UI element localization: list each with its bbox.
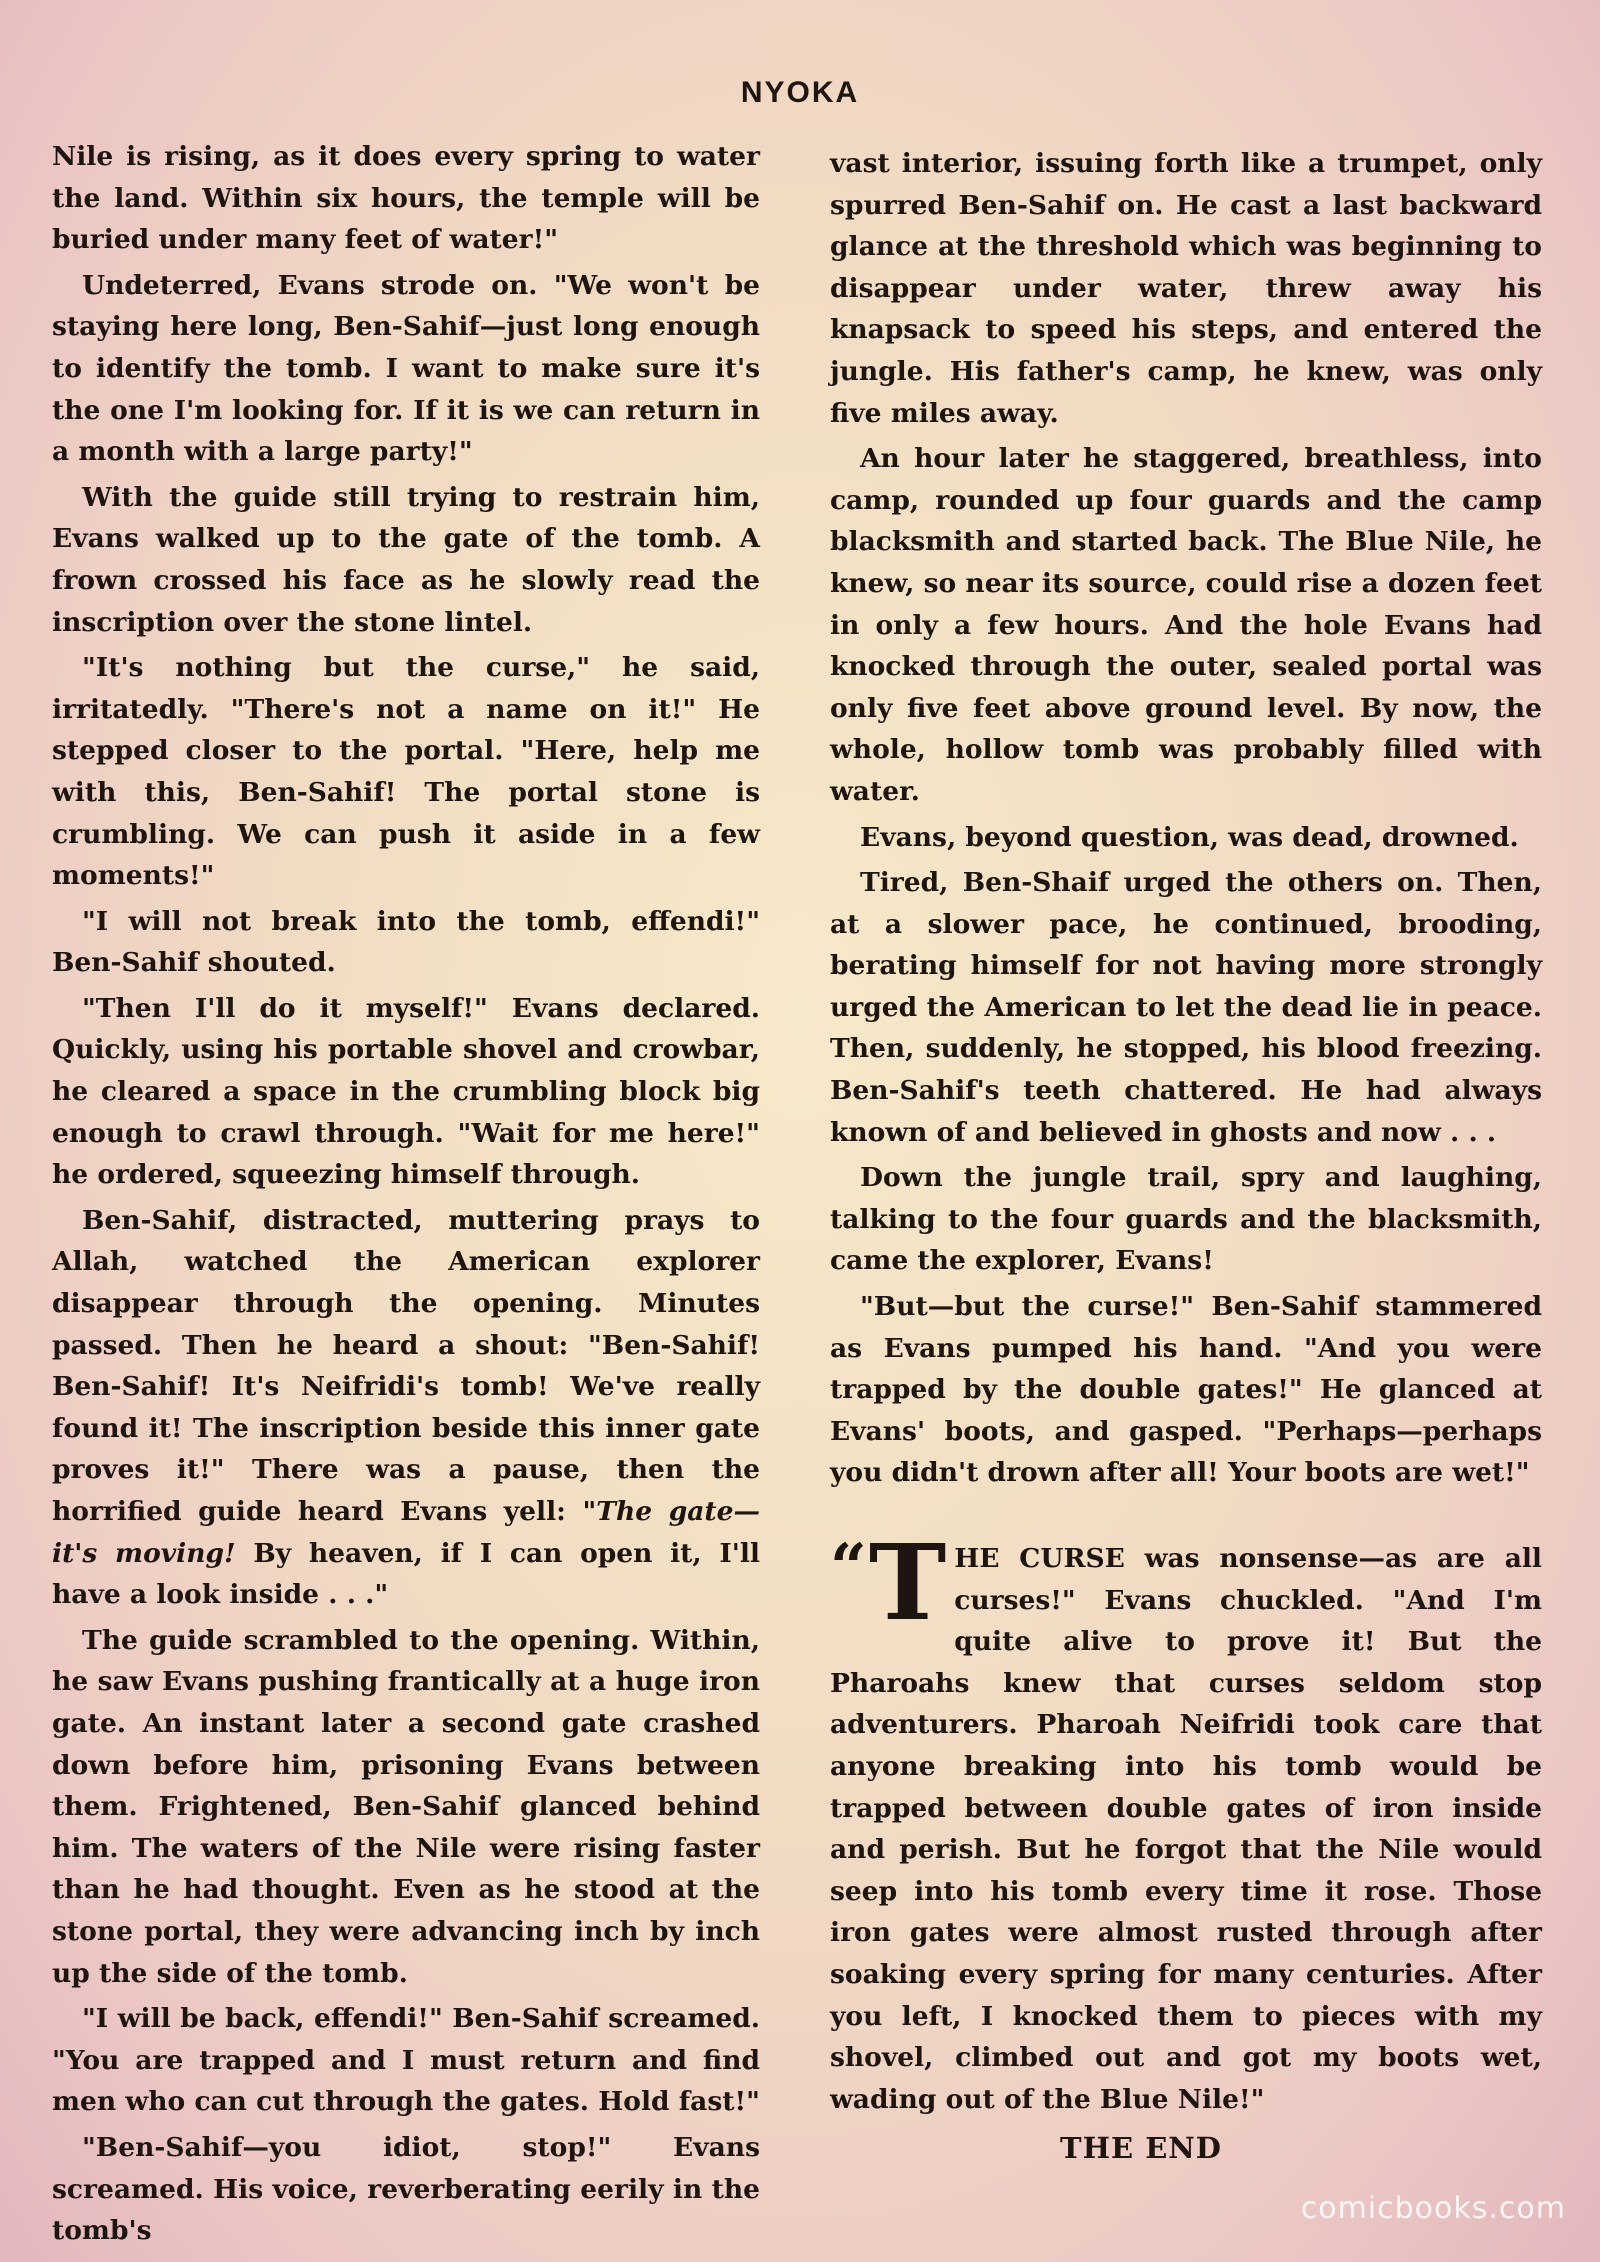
right-column: [830, 143, 1542, 2170]
paragraph: "Ben-Sahif—you idiot, stop!" Evans screamed. His voice, reverberating eerily in the tomb's: [52, 2131, 760, 2247]
watermark: comicbooks.com: [1300, 2191, 1566, 2226]
left-column: [52, 136, 760, 2256]
paragraph: "Then I'll do it myself!" Evans declared. Quickly, using his portable shovel and crowbar, he cleared a space in the crumbling block big enough to crawl through. "Wait for me here!" he ordered, squeezing himself through.: [52, 992, 760, 1191]
paragraph: "It's nothing but the curse," he said, irritatedly. "There's not a name on it!" He stepped closer to the portal. "Here, help me with this, Ben-Sahif! The portal stone is crumbling. We can push it aside in a few moments!": [52, 652, 760, 892]
italic-quote: "The gate—it's moving!: [52, 1496, 760, 1569]
paragraph: An hour later he staggered, breathless, into camp, rounded up four guards and the camp blacksmith and started back. The Blue Nile, he knew, so near its source, could rise a dozen feet in only a few hours. And the hole Evans had knocked through the outer, sealed portal was only five feet above ground level. By now, the whole, hollow tomb was probably filled with water.: [830, 443, 1542, 807]
closing-paragraph: HE CURSE was nonsense—as are all curses!" Evans chuckled. "And I'm quite alive to prove it! But the Pharoahs knew that curses seldom stop adventurers. Pharoah Neifridi took care that anyone breaking into his tomb would be trapped between double gates of iron inside and perish. But he forgot that the Nile would seep into his tomb every time it rose. Those iron gates were almost rusted through after soaking every spring for many centuries. After you left, I knocked them to pieces with my shovel, climbed out and got my boots wet, wading out of the Blue Nile!": [830, 1543, 1542, 2115]
paragraph: Down the jungle trail, spry and laughing, talking to the four guards and the blacksmith, came the explorer, Evans!: [830, 1162, 1542, 1277]
paragraph: "But—but the curse!" Ben-Sahif stammered as Evans pumped his hand. "And you were trapped by the double gates!" He glanced at Evans' boots, and gasped. "Perhaps—perhaps you didn't drown after all! Your boots are wet!": [830, 1291, 1542, 1489]
paragraph: "I will not break into the tomb, effendi!" Ben-Sahif shouted.: [52, 905, 760, 979]
paragraph: vast interior, issuing forth like a trumpet, only spurred Ben-Sahif on. He cast a last backward glance at the threshold which was beginning to disappear under water, threw away his knapsack to speed his steps, and entered the jungle. His father's camp, he knew, was only five miles away.: [830, 148, 1542, 429]
paragraph: The guide scrambled to the opening. Within, he saw Evans pushing frantically at a huge iron gate. An instant later a second gate crashed down before him, prisoning Evans between them. Frightened, Ben-Sahif glanced behind him. The waters of the Nile were rising faster than he had thought. Even as he stood at the stone portal, they were advancing inch by inch up the side of the tomb.: [52, 1624, 760, 1989]
quote-tail: By heaven, if I can open it, I'll have a look inside . . .": [52, 1537, 760, 1611]
drop-cap: T: [868, 1521, 947, 1644]
paragraph: [52, 1200, 760, 1616]
paragraph: "I will be back, effendi!" Ben-Sahif screamed. "You are trapped and I must return and find men who can cut through the gates. Hold fast!": [52, 2003, 760, 2118]
paragraph: With the guide still trying to restrain him, Evans walked up to the gate of the tomb. A frown crossed his face as he slowly read the inscription over the stone lintel.: [52, 481, 760, 638]
paragraph: Tired, Ben-Shaif urged the others on. Then, at a slower pace, he continued, brooding, berating himself for not having more strongly urged the American to let the dead lie in peace. Then, suddenly, he stopped, his blood freezing. Ben-Sahif's teeth chattered. He had always known of and believed in ghosts and now . . .: [830, 867, 1542, 1148]
paragraph: Undeterred, Evans strode on. "We won't be staying here long, Ben-Sahif—just long enough to identify the tomb. I want to make sure it's the one I'm looking for. If it is we can return in a month with a large party!": [52, 269, 760, 468]
paragraph: Evans, beyond question, was dead, drowned.: [860, 821, 1519, 853]
closing-section: [830, 1521, 1542, 2120]
the-end-label: THE END: [1060, 2131, 1222, 2166]
opening-quote-mark: “: [830, 1530, 867, 1605]
page-header: NYOKA: [740, 76, 860, 109]
paragraph: Nile is rising, as it does every spring to water the land. Within six hours, the temple will be buried under many feet of water!": [52, 141, 760, 256]
paragraph-text: Ben-Sahif, distracted, muttering prays to Allah, watched the American explorer disappear through the opening. Minutes passed. Then he heard a shout: "Ben-Sahif! Ben-Sahif! It's Neifridi's tomb! We've really found it! The inscription beside this inner gate proves it!" There was a pause, then the horrified guide heard Evans yell:: [52, 1204, 760, 1527]
